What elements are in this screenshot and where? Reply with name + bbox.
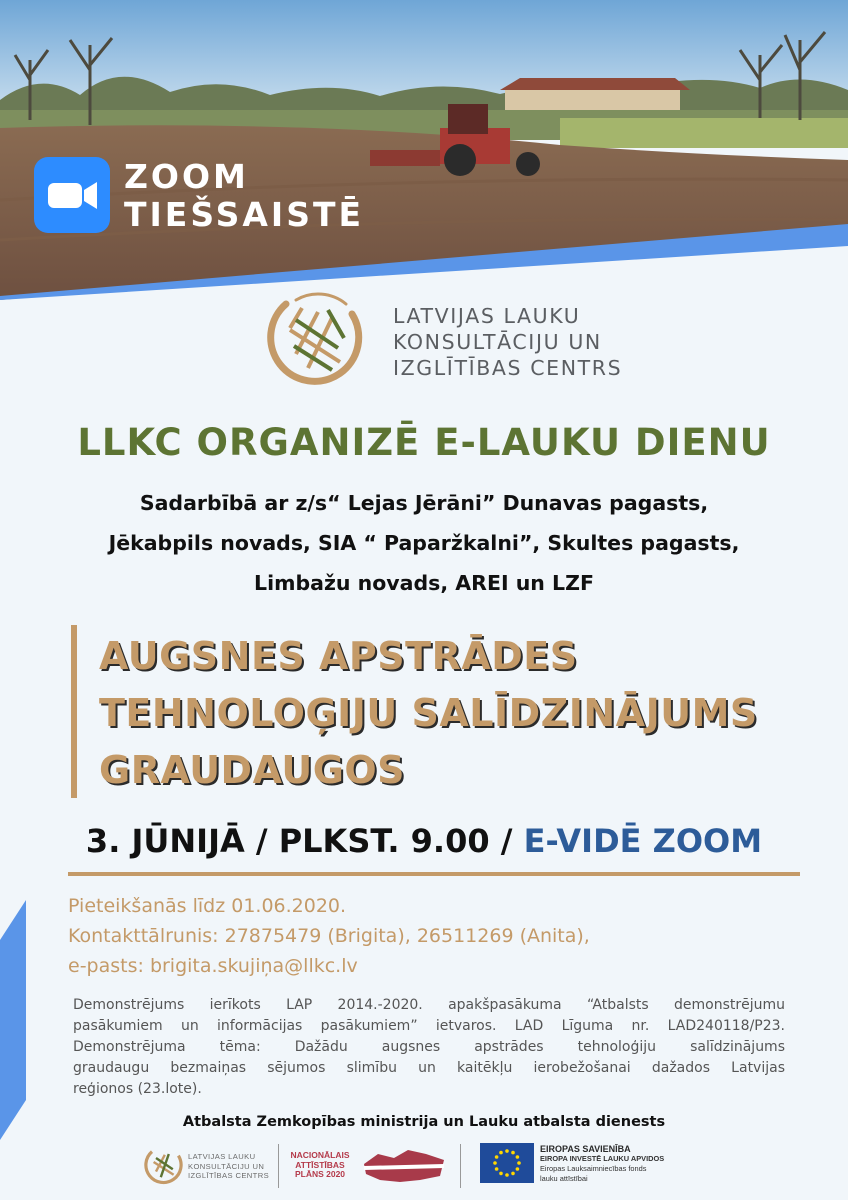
nap-line: ATTĪSTĪBAS — [295, 1159, 345, 1170]
org-name-line: KONSULTĀCIJU UN — [393, 330, 602, 354]
contact-email[interactable]: e-pasts: brigita.skujiņa@llkc.lv — [68, 955, 358, 977]
page-title: LLKC ORGANIZĒ E-LAUKU DIENU — [77, 421, 771, 464]
hero-photo — [0, 0, 848, 300]
topic-line: GRAUDAUGOS — [99, 748, 406, 792]
nap-line: PLĀNS 2020 — [294, 1169, 346, 1179]
llkc-small-logo-icon — [144, 1146, 184, 1186]
organization-name — [393, 303, 622, 381]
org-name-line: LATVIJAS LAUKU — [393, 304, 581, 328]
zoom-logo — [34, 157, 110, 233]
eu-title: EIROPAS SAVIENĪBA — [540, 1144, 631, 1154]
eu-line: lauku attīstībai — [540, 1174, 588, 1183]
eu-line: EIROPA INVESTĒ LAUKU APVIDOS — [540, 1154, 665, 1163]
note-line: pasākumiem un informācijas pasākumiem” ietvaros. LAD Līguma nr. LAD240118/P23. — [73, 1018, 785, 1034]
note-line: Demonstrējuma tēma: Dažādu augsnes apstrādes tehnoloģiju salīdzinājums — [73, 1039, 785, 1055]
logo-separator — [278, 1144, 279, 1188]
event-date-time — [0, 822, 848, 860]
logo-separator — [460, 1144, 461, 1188]
eu-flag-icon — [480, 1143, 534, 1183]
partners-line: Jēkabpils novads, SIA “ Paparžkalni”, Skultes pagasts, — [108, 531, 740, 555]
footer-logos — [140, 1140, 700, 1192]
llkc-small-line: IZGLĪTĪBAS CENTRS — [188, 1171, 270, 1180]
contact-info — [68, 891, 590, 981]
topic-line: TEHNOLOĢIJU SALĪDZINĀJUMS — [99, 691, 758, 735]
topic-line: AUGSNES APSTRĀDES — [99, 634, 578, 678]
contact-phone: Kontakttālrunis: 27875479 (Brigita), 26511269 (Anita), — [68, 925, 590, 947]
note-line: Demonstrējums ierīkots LAP 2014.-2020. apakšpasākuma “Atbalsts demonstrējumu — [73, 997, 785, 1013]
eu-line: Eiropas Lauksaimniecības fonds — [540, 1164, 647, 1173]
video-camera-icon — [34, 157, 110, 233]
latvia-map-icon — [360, 1146, 448, 1186]
zoom-online-label — [124, 158, 364, 234]
zoom-line-2: TIEŠSAISTĒ — [124, 195, 365, 234]
topic-title — [99, 628, 758, 799]
nap-line: NACIONĀLAIS — [290, 1150, 350, 1160]
support-statement: Atbalsta Zemkopības ministrija un Lauku atbalsta dienests — [182, 1114, 666, 1130]
partners-line: Sadarbībā ar z/s“ Lejas Jērāni” Dunavas pagasts, — [139, 491, 709, 515]
partners-text — [0, 483, 848, 603]
llkc-small-name — [188, 1152, 269, 1181]
note-line: graudaugu bezmaiņas sējumos slimību un kaitēkļu ierobežošanai dažados Latvijas — [73, 1060, 785, 1076]
event-platform: E-VIDĒ ZOOM — [523, 822, 763, 860]
funding-note — [73, 995, 785, 1100]
registration-deadline: Pieteikšanās līdz 01.06.2020. — [68, 895, 347, 917]
divider — [68, 872, 800, 876]
zoom-line-1: ZOOM — [124, 157, 249, 196]
decorative-stripe — [0, 900, 26, 1140]
org-name-line: IZGLĪTĪBAS CENTRS — [393, 356, 623, 380]
llkc-logo-icon — [266, 290, 366, 390]
nap2020-label — [288, 1151, 352, 1180]
event-date: 3. JŪNIJĀ / PLKST. 9.00 / — [85, 822, 524, 860]
llkc-small-line: LATVIJAS LAUKU — [188, 1152, 256, 1161]
partners-line: Limbažu novads, AREI un LZF — [254, 571, 594, 595]
llkc-small-line: KONSULTĀCIJU UN — [188, 1161, 265, 1171]
eu-funding-label — [540, 1144, 664, 1184]
note-line: reģionos (23.lote). — [73, 1081, 202, 1097]
topic-accent-bar — [71, 625, 77, 798]
